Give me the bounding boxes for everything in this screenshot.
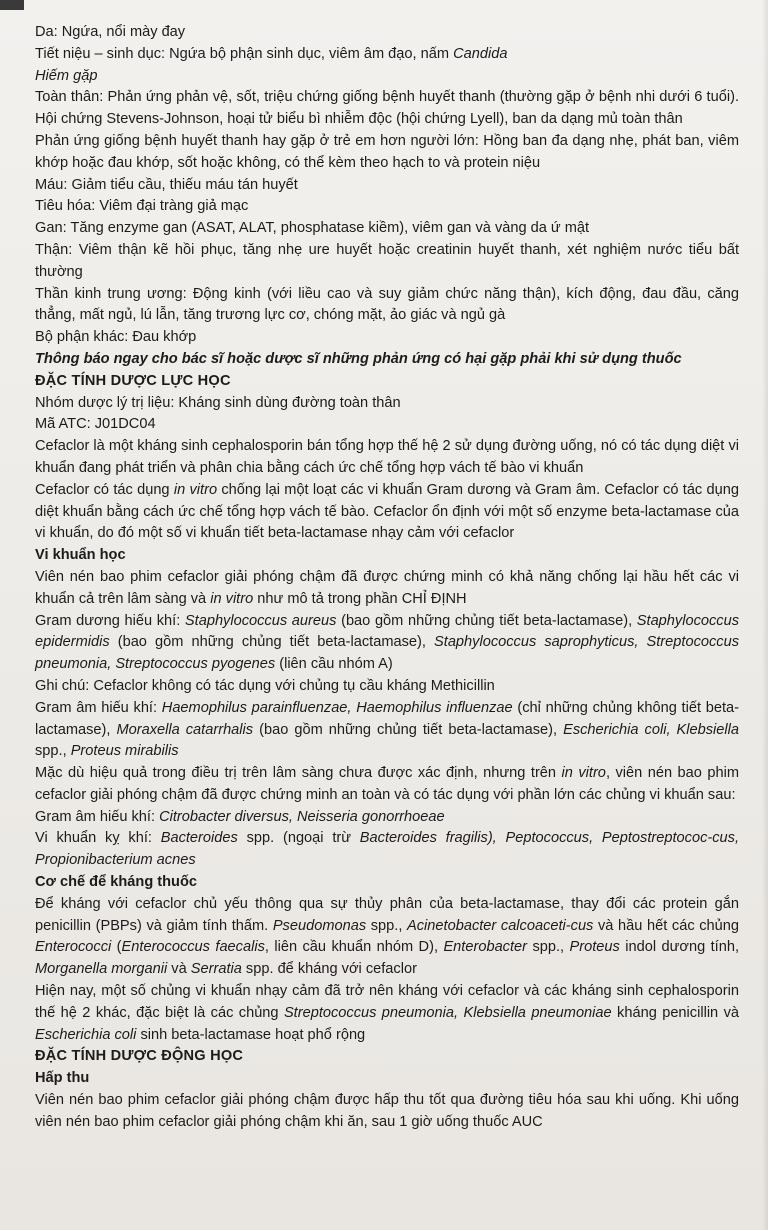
line-skin: Da: Ngứa, nổi mày đay bbox=[35, 24, 186, 40]
line-serum-sickness: Phản ứng giống bệnh huyết thanh hay gặp ở trẻ em hơn người lớn: Hồng ban đa dạng nhẹ, phát ban, viêm khớp hoặc đau khớp, sốt hoặc không, có thể kèm theo hạch to và protein niệu bbox=[35, 132, 739, 171]
para-cefaclor-intro: Cefaclor là một kháng sinh cephalosporin bán tổng hợp thế hệ 2 sử dụng đường uống, nó có tác dụng diệt vi khuẩn đang phát triển và phân chia bằng cách ức chế tổng hợp vách tế bào vi khuẩn bbox=[35, 438, 739, 476]
line-note-methicillin: Ghi chú: Cefaclor không có tác dụng với chủng tụ cầu kháng Methicillin bbox=[35, 677, 495, 694]
line-urogenital: Tiết niệu – sinh dục: Ngứa bộ phận sinh dục, viêm âm đạo, nấm Candida bbox=[35, 45, 508, 62]
para-anaerobes: Vi khuẩn kỵ khí: Bacteroides spp. (ngoại trừ Bacteroides fragilis), Peptococcus, Peptostreptococ-cus, Propionibacterium acnes bbox=[35, 830, 740, 869]
para-gram-negative: Gram âm hiếu khí: Haemophilus parainfluenzae, Haemophilus influenzae (chỉ những chủng không tiết beta-lactamase), Moraxella catarrhalis (bao gồm những chủng tiết beta-lactamase), Escherichia coli, Klebsiella spp., Proteus mirabilis bbox=[35, 699, 740, 760]
heading-absorption: Hấp thu bbox=[35, 1070, 90, 1087]
para-in-vitro-efficacy: Mặc dù hiệu quả trong điều trị trên lâm sàng chưa được xác định, nhưng trên in vitro, viên nén bao phim cefaclor giải phóng chậm đã được chứng minh an toàn và có tác dụng với phần lớn các chủng vi khuẩn sau: bbox=[35, 765, 740, 803]
para-cefaclor-in-vitro: Cefaclor có tác dụng in vitro chống lại một loạt các vi khuẩn Gram dương và Gram âm. Cefaclor có tác dụng diệt khuẩn bằng cách ức chế tổng hợp vách tế bào. Cefaclor ổn định với một số enzyme beta-lactamase của vi khuẩn, do đó một số vi khuẩn tiết beta-lactamase nhạy cảm với cefaclor bbox=[35, 481, 739, 542]
para-current-resistance: Hiện nay, một số chủng vi khuẩn nhạy cảm đã trở nên kháng với cefaclor và các kháng sinh cephalosporin thế hệ 2 khác, đặc biệt là các chủng Streptococcus pneumonia, Klebsiella pneumoniae kháng penicillin và Escherichia coli sinh beta-lactamase hoạt phổ rộng bbox=[35, 983, 739, 1043]
heading-microbiology: Vi khuẩn học bbox=[35, 547, 126, 564]
line-other: Bộ phận khác: Đau khớp bbox=[35, 329, 197, 346]
line-cns: Thần kinh trung ương: Động kinh (với liều cao và suy giảm chức năng thận), kích động, đau đầu, căng thẳng, mất ngủ, lú lẫn, tăng trương lực cơ, chóng mặt, ảo giác và ngủ gà bbox=[35, 285, 739, 324]
heading-rare: Hiếm gặp bbox=[35, 67, 98, 84]
line-gram-negative-2: Gram âm hiếu khí: Citrobacter diversus, Neisseria gonorrhoeae bbox=[35, 808, 445, 825]
para-resistance: Để kháng với cefaclor chủ yếu thông qua sự thủy phân của beta-lactamase, thay đổi các protein gắn penicillin (PBPs) và giảm tính thấm. Pseudomonas spp., Acinetobacter calcoaceti-cus và hầu hết các chủng Enterococci (Enterococcus faecalis, liên cầu khuẩn nhóm D), Enterobacter spp., Proteus indol dương tính, Morganella morganii và Serratia spp. để kháng với cefaclor bbox=[35, 895, 740, 978]
heading-pharmacokinetics: ĐẶC TÍNH DƯỢC ĐỘNG HỌC bbox=[35, 1048, 244, 1065]
heading-pharmacodynamics: ĐẶC TÍNH DƯỢC LỰC HỌC bbox=[35, 372, 231, 389]
para-absorption: Viên nén bao phim cefaclor giải phóng chậm được hấp thu tốt qua đường tiêu hóa sau khi uống. Khi uống viên nén bao phim cefaclor giải phóng chậm khi ăn, sau 1 giờ uống thuốc AUC bbox=[35, 1092, 739, 1130]
leaflet-text bbox=[35, 22, 739, 1134]
line-kidney: Thận: Viêm thận kẽ hồi phục, tăng nhẹ ure huyết hoặc creatinin huyết thanh, xét nghiệm nước tiểu bất thường bbox=[35, 241, 739, 280]
line-digestive: Tiêu hóa: Viêm đại tràng giả mạc bbox=[35, 198, 249, 215]
line-blood: Máu: Giảm tiểu cầu, thiếu máu tán huyết bbox=[35, 176, 298, 193]
line-therapeutic-group: Nhóm dược lý trị liệu: Kháng sinh dùng đường toàn thân bbox=[35, 394, 401, 411]
line-systemic: Toàn thân: Phản ứng phản vệ, sốt, triệu chứng giống bệnh huyết thanh (thường gặp ở bệnh nhi dưới 6 tuổi). Hội chứng Stevens-Johnson, hoại tử biểu bì nhiễm độc (hội chứng Lyell), ban da dạng mủ toàn thân bbox=[35, 89, 739, 128]
line-atc-code: Mã ATC: J01DC04 bbox=[35, 416, 156, 433]
heading-resistance: Cơ chế để kháng thuốc bbox=[35, 874, 198, 891]
para-microbiology: Viên nén bao phim cefaclor giải phóng chậm đã được chứng minh có khả năng chống lại hầu hết các vi khuẩn cả trên lâm sàng và in vitro như mô tả trong phần CHỈ ĐỊNH bbox=[35, 568, 739, 607]
page-corner-shadow bbox=[0, 0, 24, 10]
line-liver: Gan: Tăng enzyme gan (ASAT, ALAT, phosphatase kiềm), viêm gan và vàng da ứ mật bbox=[35, 220, 590, 237]
para-gram-positive: Gram dương hiếu khí: Staphylococcus aureus (bao gồm những chủng tiết beta-lactamase), Staphylococcus epidermidis (bao gồm những chủng tiết beta-lactamase), Staphylococcus saprophyticus, Streptococcus pneumonia, Streptococcus pyogenes (liên cầu nhóm A) bbox=[35, 612, 739, 673]
warning-notice: Thông báo ngay cho bác sĩ hoặc dược sĩ những phản ứng có hại gặp phải khi sử dụng thuốc bbox=[35, 350, 682, 367]
page-edge-shadow bbox=[762, 0, 768, 1230]
